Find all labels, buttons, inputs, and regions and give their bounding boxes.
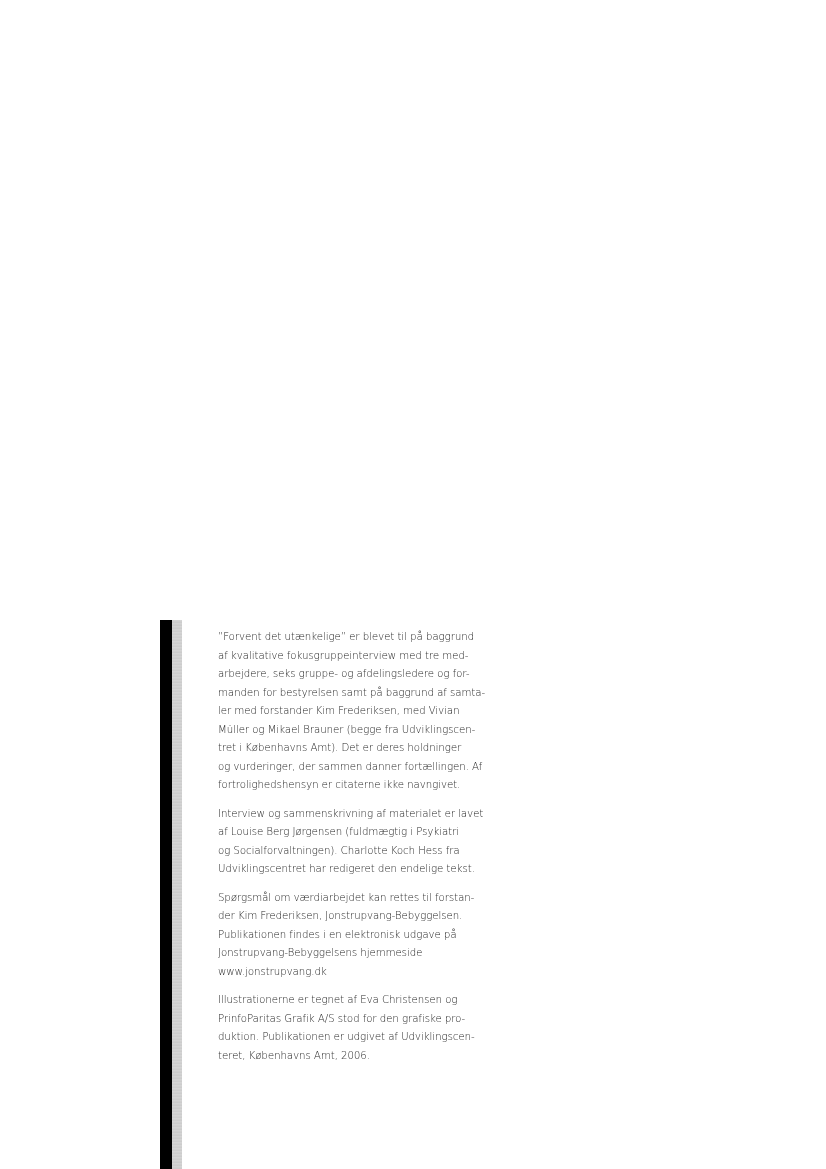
text-line: og vurderinger, der sammen danner fortællingen. Af bbox=[218, 761, 483, 773]
margin-bar bbox=[160, 620, 172, 1169]
text-line: fortrolighedshensyn er citaterne ikke navngivet. bbox=[218, 780, 461, 791]
website-url: www.jonstrupvang.dk bbox=[218, 966, 327, 978]
text-line: PrinfoParitas Grafik A/S stod for den grafiske pro- bbox=[218, 1013, 466, 1025]
text-line: Jonstrupvang-Bebyggelsens hjemmeside bbox=[218, 948, 423, 959]
text-line: Illustrationerne er tegnet af Eva Christensen og bbox=[218, 995, 458, 1006]
text-line: Interview og sammenskrivning af materialet er lavet bbox=[218, 808, 484, 820]
text-line: Müller og Mikael Brauner (begge fra Udviklingscen- bbox=[218, 724, 476, 736]
colophon-text bbox=[218, 629, 518, 1076]
text-line: og Socialforvaltningen). Charlotte Koch Hess fra bbox=[218, 845, 460, 857]
text-line: af kvalitative fokusgruppeinterview med tre med- bbox=[218, 650, 469, 662]
paragraph-authors bbox=[218, 806, 518, 880]
margin-bar-edge bbox=[172, 620, 182, 1169]
text-line: teret, Københavns Amt, 2006. bbox=[218, 1050, 370, 1062]
text-line: manden for bestyrelsen samt på baggrund af samta- bbox=[218, 687, 486, 699]
text-line: Udviklingscentret har redigeret den endelige tekst. bbox=[218, 864, 475, 875]
text-line: ”Forvent det utænkelige” er blevet til på baggrund bbox=[218, 632, 475, 643]
text-line: Spørgsmål om værdiarbejdet kan rettes til forstan- bbox=[218, 892, 475, 904]
paragraph-contact bbox=[218, 890, 518, 983]
text-line: arbejdere, seks gruppe- og afdelingsledere og for- bbox=[218, 669, 470, 680]
text-line: tret i Københavns Amt). Det er deres holdninger bbox=[218, 743, 462, 754]
text-line: af Louise Berg Jørgensen (fuldmægtig i Psykiatri bbox=[218, 827, 460, 838]
text-line: duktion. Publikationen er udgivet af Udviklingscen- bbox=[218, 1032, 475, 1043]
text-line: Publikationen findes i en elektronisk udgave på bbox=[218, 929, 457, 941]
text-line: ler med forstander Kim Frederiksen, med Vivian bbox=[218, 706, 460, 717]
paragraph-credits bbox=[218, 992, 518, 1066]
text-line: der Kim Frederiksen, Jonstrupvang-Bebyggelsen. bbox=[218, 911, 463, 922]
paragraph-origin bbox=[218, 629, 518, 796]
